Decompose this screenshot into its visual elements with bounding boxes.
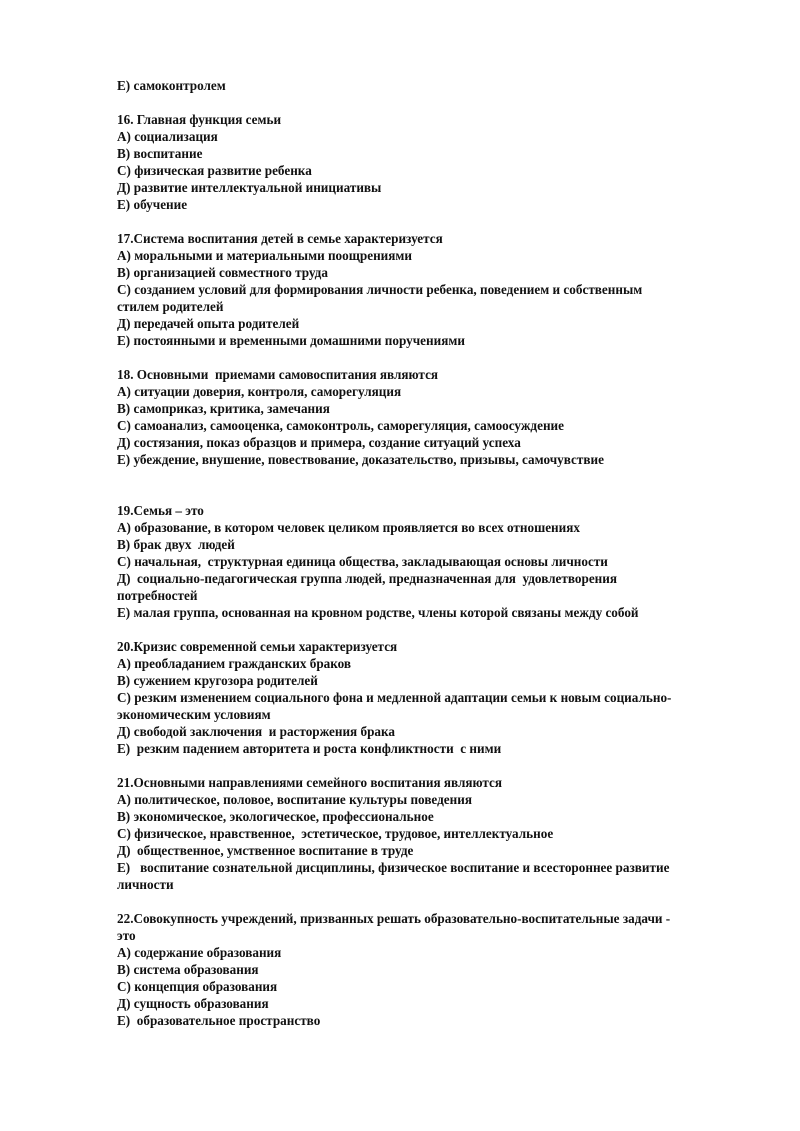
answer-a-20: А) преобладанием гражданских браков: [117, 656, 352, 671]
answer-d-17: Д) передачей опыта родителей: [117, 316, 300, 331]
answer-a-16: А) социализация: [117, 129, 218, 144]
question-20: 20.Кризис современной семьи характеризуется: [117, 639, 398, 654]
answer-a-17: А) моральными и материальными поощрениями: [117, 248, 412, 263]
answer-b-19: В) брак двух людей: [117, 537, 235, 552]
answer-c-17: С) созданием условий для формирования личности ребенка, поведением и собственным: [117, 282, 643, 297]
answer-e-21-cont: личности: [117, 877, 174, 892]
answer-b-18: В) самоприказ, критика, замечания: [117, 401, 330, 416]
answer-c-16: С) физическая развитие ребенка: [117, 163, 312, 178]
answer-a-18: А) ситуации доверия, контроля, саморегуляция: [117, 384, 402, 399]
answer-b-16: В) воспитание: [117, 146, 203, 161]
question-17: 17.Система воспитания детей в семье характеризуется: [117, 231, 443, 246]
answer-c-20: С) резким изменением социального фона и медленной адаптации семьи к новым социально-: [117, 690, 672, 705]
answer-e-15: E) самоконтролем: [117, 78, 226, 93]
question-19: 19.Семья – это: [117, 503, 204, 518]
question-22-cont: это: [117, 928, 136, 943]
answer-c-18: С) самоанализ, самооценка, самоконтроль, саморегуляция, самоосуждение: [117, 418, 564, 433]
question-16: 16. Главная функция семьи: [117, 112, 282, 127]
answer-e-20: Е) резким падением авторитета и роста конфликтности с ними: [117, 741, 502, 756]
answer-e-21: Е) воспитание сознательной дисциплины, физическое воспитание и всестороннее развитие: [117, 860, 670, 875]
answer-e-19: Е) малая группа, основанная на кровном родстве, члены которой связаны между собой: [117, 605, 639, 620]
question-18: 18. Основными приемами самовоспитания являются: [117, 367, 439, 382]
answer-e-18: Е) убеждение, внушение, повествование, доказательство, призывы, самочувствие: [117, 452, 604, 467]
question-21: 21.Основными направлениями семейного воспитания являются: [117, 775, 503, 790]
question-22: 22.Совокупность учреждений, призванных решать образовательно-воспитательные задачи -: [117, 911, 671, 926]
answer-a-22: А) содержание образования: [117, 945, 282, 960]
answer-c-20-cont: экономическим условиям: [117, 707, 271, 722]
answer-d-18: Д) состязания, показ образцов и примера, создание ситуаций успеха: [117, 435, 521, 450]
answer-d-19: Д) социально-педагогическая группа людей, предназначенная для удовлетворения: [117, 571, 618, 586]
answer-d-21: Д) общественное, умственное воспитание в труде: [117, 843, 414, 858]
answer-a-21: А) политическое, половое, воспитание культуры поведения: [117, 792, 472, 807]
answer-e-17: Е) постоянными и временными домашними поручениями: [117, 333, 465, 348]
answer-c-19: С) начальная, структурная единица общества, закладывающая основы личности: [117, 554, 608, 569]
answer-d-16: Д) развитие интеллектуальной инициативы: [117, 180, 382, 195]
answer-d-19-cont: потребностей: [117, 588, 198, 603]
answer-d-22: Д) сущность образования: [117, 996, 269, 1011]
answer-c-17-cont: стилем родителей: [117, 299, 224, 314]
answer-c-22: С) концепция образования: [117, 979, 278, 994]
answer-b-22: В) система образования: [117, 962, 259, 977]
answer-a-19: А) образование, в котором человек целиком проявляется во всех отношениях: [117, 520, 580, 535]
answer-b-20: В) сужением кругозора родителей: [117, 673, 318, 688]
answer-c-21: С) физическое, нравственное, эстетическое, трудовое, интеллектуальное: [117, 826, 554, 841]
answer-e-22: Е) образовательное пространство: [117, 1013, 321, 1028]
answer-b-21: В) экономическое, экологическое, профессиональное: [117, 809, 434, 824]
answer-d-20: Д) свободой заключения и расторжения брака: [117, 724, 396, 739]
answer-b-17: В) организацией совместного труда: [117, 265, 328, 280]
answer-e-16: Е) обучение: [117, 197, 188, 212]
